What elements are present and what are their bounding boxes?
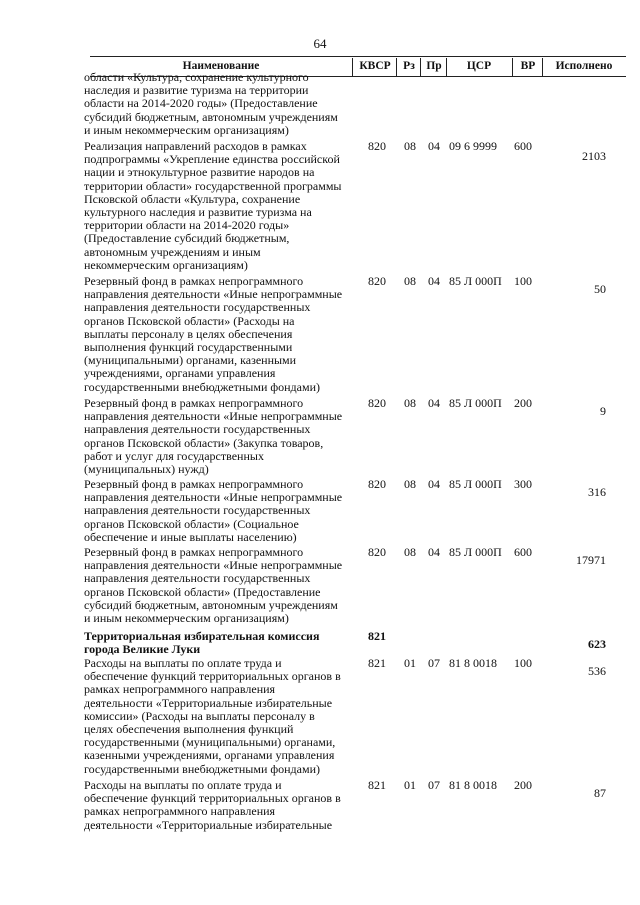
row-kvsr: 821 <box>368 778 386 792</box>
row-rz: 08 <box>404 139 416 153</box>
row-vr: 100 <box>514 274 532 288</box>
row-amount: 2103 <box>582 149 606 163</box>
row-amount: 87 <box>594 786 606 800</box>
row-amount: 536 <box>588 664 606 678</box>
header-divider <box>352 58 353 76</box>
row-rz: 08 <box>404 396 416 410</box>
header-executed: Исполнено <box>555 60 613 72</box>
header-rz: Рз <box>403 60 415 72</box>
row-kvsr: 820 <box>368 477 386 491</box>
row-kvsr: 820 <box>368 139 386 153</box>
header-pr: Пр <box>426 60 442 72</box>
row-vr: 600 <box>514 545 532 559</box>
row-csr: 85 Л 000П <box>449 396 502 410</box>
row-pr: 04 <box>428 545 440 559</box>
page-number: 64 <box>313 36 327 51</box>
row-pr: 04 <box>428 396 440 410</box>
header-kvsr: КВСР <box>359 60 391 72</box>
row-amount: 17971 <box>576 553 606 567</box>
row-kvsr: 820 <box>368 545 386 559</box>
row-rz: 08 <box>404 274 416 288</box>
header-divider <box>512 58 513 76</box>
row-vr: 200 <box>514 778 532 792</box>
row-name: Расходы на выплаты по оплате труда и обеспечение функций территориальных органов в рамках непрограммного направления деятельности «Территориальные избирательные <box>84 778 341 832</box>
header-csr: ЦСР <box>466 60 492 72</box>
row-pr: 04 <box>428 139 440 153</box>
row-csr: 81 8 0018 <box>449 778 497 792</box>
row-name: Резервный фонд в рамках непрограммного направления деятельности «Иные непрограммные направления деятельности государственных органов Псковской области» (Расходы на выплаты персоналу в целях обеспечения выполнения функций государственными (муниципальными) органами, казенными учреждениями, органами управления государственными внебюджетными фондами) <box>84 274 343 394</box>
row-kvsr: 821 <box>368 656 386 670</box>
header-vr: ВР <box>520 60 536 72</box>
row-amount: 623 <box>588 637 606 651</box>
row-pr: 07 <box>428 778 440 792</box>
row-rz: 08 <box>404 477 416 491</box>
row-csr: 85 Л 000П <box>449 477 502 491</box>
row-pr: 04 <box>428 477 440 491</box>
row-rz: 01 <box>404 778 416 792</box>
table-top-border <box>90 56 626 57</box>
header-name: Наименование <box>182 60 260 72</box>
row-name: Реализация направлений расходов в рамках подпрограммы «Укрепление единства российской нации и этнокультурное развитие народов на территории области» государственной программы Псковской области «Культура, сохранение культурного наследия и развитие туризма на территории области на 2014-2020 годы» (Предоставление субсидий бюджетным, автономным учреждениям и иным некоммерческим организациям) <box>84 139 342 272</box>
row-kvsr: 821 <box>368 629 386 643</box>
row-vr: 200 <box>514 396 532 410</box>
row-name: Территориальная избирательная комиссия города Великие Луки <box>84 629 320 657</box>
row-rz: 08 <box>404 545 416 559</box>
row-name: Резервный фонд в рамках непрограммного направления деятельности «Иные непрограммные направления деятельности государственных органов Псковской области» (Закупка товаров, работ и услуг для государственных (муниципальных) нужд) <box>84 396 343 477</box>
row-vr: 100 <box>514 656 532 670</box>
row-name: Резервный фонд в рамках непрограммного направления деятельности «Иные непрограммные направления деятельности государственных органов Псковской области» (Предоставление субсидий бюджетным, автономным учреждениям и иным некоммерческим организациям) <box>84 545 343 626</box>
row-name: Резервный фонд в рамках непрограммного направления деятельности «Иные непрограммные направления деятельности государственных органов Псковской области» (Социальное обеспечение и иные выплаты населению) <box>84 477 343 544</box>
row-csr: 85 Л 000П <box>449 274 502 288</box>
row-rz: 01 <box>404 656 416 670</box>
row-csr: 81 8 0018 <box>449 656 497 670</box>
row-amount: 9 <box>600 404 606 418</box>
row-name: области «Культура, сохранение культурного наследия и развитие туризма на территории области на 2014-2020 годы» (Предоставление субсидий бюджетным, автономным учреждениям и иным некоммерческим организациям) <box>84 70 338 137</box>
row-csr: 09 6 9999 <box>449 139 497 153</box>
row-csr: 85 Л 000П <box>449 545 502 559</box>
header-divider <box>542 58 543 76</box>
header-divider <box>446 58 447 76</box>
header-divider <box>396 58 397 76</box>
row-amount: 316 <box>588 485 606 499</box>
row-vr: 300 <box>514 477 532 491</box>
row-kvsr: 820 <box>368 396 386 410</box>
row-pr: 04 <box>428 274 440 288</box>
row-vr: 600 <box>514 139 532 153</box>
row-pr: 07 <box>428 656 440 670</box>
row-kvsr: 820 <box>368 274 386 288</box>
row-amount: 50 <box>594 282 606 296</box>
header-divider <box>420 58 421 76</box>
row-name: Расходы на выплаты по оплате труда и обеспечение функций территориальных органов в рамках непрограммного направления деятельности «Территориальные избирательные комиссии» (Расходы на выплаты персоналу в целях обеспечения выполнения функций государственными (муниципальными) органами, казенными учреждениями, органами управления государственными внебюджетными фондами) <box>84 656 341 776</box>
